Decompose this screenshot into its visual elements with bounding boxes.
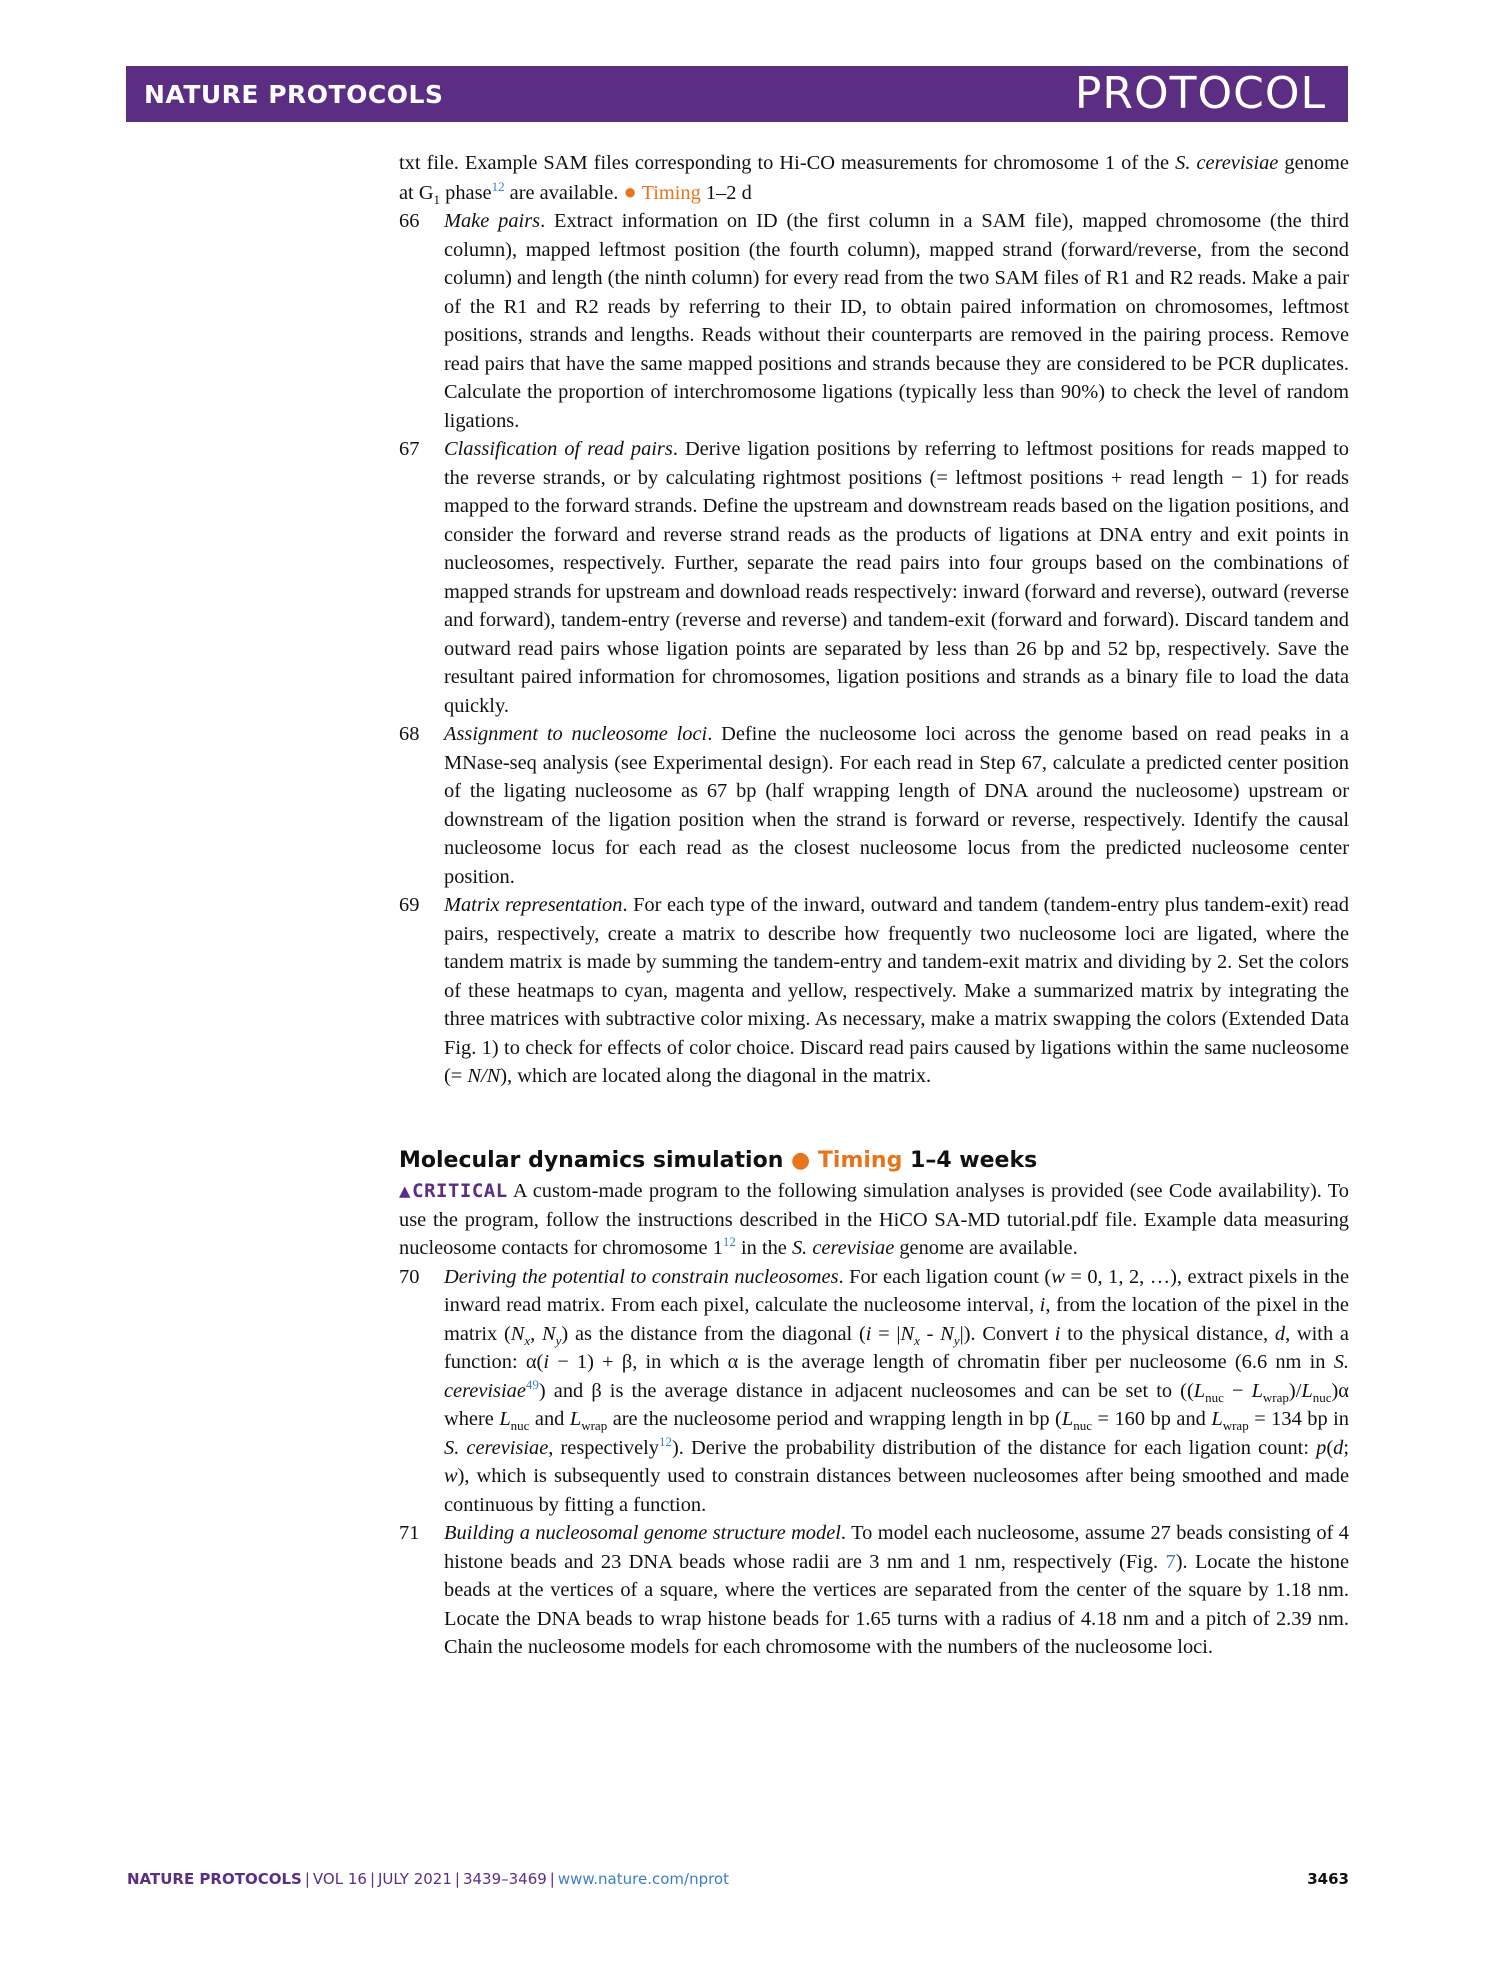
step-68 <box>399 720 1349 891</box>
main-content <box>399 149 1349 1662</box>
reference-link[interactable]: 49 <box>525 1376 539 1392</box>
footer-journal: NATURE PROTOCOLS <box>127 1870 302 1888</box>
step-title: Make pairs <box>444 210 541 232</box>
step-number: 71 <box>399 1522 420 1544</box>
timing-value: 1–2 d <box>700 181 752 204</box>
footer-date: JULY 2021 <box>378 1870 452 1888</box>
footer-url-link[interactable]: www.nature.com/nprot <box>557 1870 729 1888</box>
reference-link[interactable]: 12 <box>491 178 505 194</box>
step-66 <box>399 207 1349 435</box>
footer-volume: VOL 16 <box>312 1870 367 1888</box>
step-body: . Extract information on ID (the first column in a SAM file), mapped chromosome (the third column), mapped leftmost position (the fourth column), mapped strand (forward/reverse, from the second column) and length (the ninth column) for every read from the two SAM files of R1 and R2 reads. Make a pair of the R1 and R2 reads by referring to their ID, to obtain paired information on chromosomes, leftmost positions, strands and lengths. Reads without their counterparts are removed in the pairing process. Remove read pairs that have the same mapped positions and strands because they are considered to be PCR duplicates. Calculate the proportion of interchromosome ligations (typically less than 90%) to check the level of random ligations. <box>444 210 1349 432</box>
page-number: 3463 <box>1307 1870 1349 1888</box>
timing-dot-icon: ● <box>791 1147 811 1173</box>
step-69: 69 Matrix representation. For each type of the inward, outward and tandem (tandem-entry plus tandem-exit) read pairs, respectively, create a matrix to describe how frequently two nucleosome loci are ligated, where the tandem matrix is made by summing the tandem-entry and tandem-exit matrix and dividing by 2. Set the colors of these heatmaps to cyan, magenta and yellow, respectively. Make a summarized matrix by integrating the three matrices with subtractive color mixing. As necessary, make a matrix swapping the colors (Extended Data Fig. 1) to check for effects of color choice. Discard read pairs caused by ligations within the same nucleosome (= N/N), which are located along the diagonal in the matrix. <box>399 891 1349 1091</box>
step-71: 71 Building a nucleosomal genome structure model. To model each nucleosome, assume 27 beads consisting of 4 histone beads and 23 DNA beads whose radii are 3 nm and 1 nm, respectively (Fig. 7). Locate the histone beads at the vertices of a square, where the vertices are separated from the center of the square by 1.18 nm. Locate the DNA beads to wrap histone beads for 1.65 turns with a radius of 4.18 nm and a pitch of 2.39 nm. Chain the nucleosome models for each chromosome with the numbers of the nucleosome loci. <box>399 1519 1349 1662</box>
timing-label: Timing <box>641 181 701 204</box>
step-number: 70 <box>399 1265 420 1288</box>
reference-link[interactable]: 12 <box>659 1433 673 1449</box>
critical-label: ▲CRITICAL <box>399 1180 508 1202</box>
step-title: Deriving the potential to constrain nucleosomes <box>444 1265 839 1288</box>
step-title: Assignment to nucleosome loci <box>444 723 708 745</box>
step-title: Classification of read pairs <box>444 438 673 460</box>
step-body: . Define the nucleosome loci across the genome based on read peaks in a MNase-seq analysis (see Experimental design). For each read in Step 67, calculate a predicted center position of the ligating nucleosome as 67 bp (half wrapping length of DNA around the nucleosome) upstream or downstream of the ligation position when the strand is forward or reverse, respectively. Identify the causal nucleosome locus for each read as the closest nucleosome locus from the predicted nucleosome center position. <box>444 723 1349 888</box>
section-heading: Molecular dynamics simulation ● Timing 1–4 weeks <box>399 1147 1038 1173</box>
step-70: 70 Deriving the potential to constrain nucleosomes. For each ligation count (w = 0, 1, 2, …), extract pixels in the inward read matrix. From each pixel, calculate the nucleosome interval, i, from the location of the pixel in the matrix ($N_x$, $N_y$) as the distance from the diagonal $(i = |N_x - N_y|)$. Convert i to the physical distance, d, with a function: α(i − 1) + β, in which α is the average length of chromatin fiber per nucleosome (6.6 nm in S. cerevisiae$^{49}$) and β is the average distance in adjacent nucleosomes and can be set to $((L_{nuc} - L_{wrap})/L_{nuc})\alpha$ where $L_{nuc}$ and $L_{wrap}$ are the nucleosome period and wrapping length in bp ($L_{nuc} = 160$ bp and $L_{wrap} = 134$ bp in S. cerevisiae, respectively$^{12}$). Derive the probability distribution of the distance for each ligation count: p(d; w), which is subsequently used to constrain distances between nucleosomes after being smoothed and made continuous by fitting a function. <box>399 1263 1349 1520</box>
step-body: . Derive ligation positions by referring to leftmost positions for reads mapped to the reverse strands, or by calculating rightmost positions (= leftmost positions + read length − 1) for reads mapped to the forward strands. Define the upstream and downstream reads based on the ligation positions, and consider the forward and reverse strand reads as the products of ligations at DNA entry and exit points in nucleosomes, respectively. Further, separate the read pairs into four groups based on the combinations of mapped strands for upstream and download reads respectively: inward (forward and reverse), outward (reverse and forward), tandem-entry (reverse and reverse) and tandem-exit (forward and forward). Discard tandem and outward read pairs whose ligation points are separated by less than 26 bp and 52 bp, respectively. Save the resultant paired information for chromosomes, ligation positions and strands as a binary file to load the data quickly. <box>444 438 1349 717</box>
critical-note: ▲CRITICAL A custom-made program to the following simulation analyses is provided (see Code availability). To use the program, follow the instructions described in the HiCO SA-MD tutorial.pdf file. Example data measuring nucleosome contacts for chromosome 1$^{12}$ in the S. cerevisiae genome are available. <box>399 1180 1349 1259</box>
step-67 <box>399 435 1349 720</box>
footer-pages: 3439–3469 <box>462 1870 547 1888</box>
step-number: 66 <box>399 210 420 232</box>
step-number: 68 <box>399 723 420 745</box>
timing-dot-icon: ● <box>623 178 637 204</box>
step-title: Matrix representation <box>444 894 623 916</box>
intro-paragraph: txt file. Example SAM files corresponding to Hi-CO measurements for chromosome 1 of the S. cerevisiae genome at $G_1$ phase$^{12}$ are available. ● Timing 1–2 d <box>399 152 1349 207</box>
article-type: PROTOCOL <box>1074 68 1326 119</box>
header-bar <box>126 66 1348 122</box>
reference-link[interactable]: 12 <box>722 1234 736 1250</box>
step-number: 67 <box>399 438 420 460</box>
page-footer: NATURE PROTOCOLS | VOL 16 | JULY 2021 | 3439–3469 | www.nature.com/nprot 3463 <box>127 1870 1349 1888</box>
step-title: Building a nucleosomal genome structure model <box>444 1522 841 1544</box>
figure-link[interactable]: 7 <box>1165 1550 1176 1573</box>
journal-name: NATURE PROTOCOLS <box>144 80 444 109</box>
step-number: 69 <box>399 894 420 916</box>
